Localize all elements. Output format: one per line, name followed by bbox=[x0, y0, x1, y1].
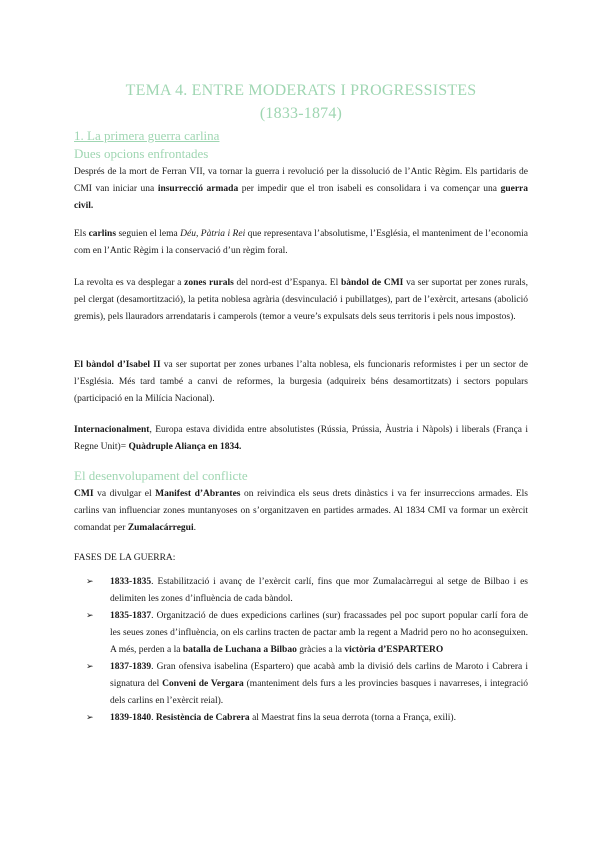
fase-text: . Estabilització i avanç de l’exèrcit carlí, fins que mor Zumalacàrregui al setge de Bilbao i es delimiten les zones d’influència de cada bàndol. bbox=[110, 577, 528, 604]
fases-heading: FASES DE LA GUERRA: bbox=[74, 553, 176, 563]
p5-bold-aliança: Quàdruple Aliança en 1834. bbox=[128, 442, 242, 452]
p4-text-a: va ser suportat per zones urbanes l’alta noblesa, els funcionaris reformistes i per un sector de l’Església. Més tard també a canvi de reformes, la burgesia (adquireix béns desamortitzats) i sectors populars (participació en la Milícia Nacional). bbox=[74, 360, 529, 404]
paragraph-2 bbox=[74, 226, 528, 260]
fase-bold-batalla: batalla de Luchana a Bilbao bbox=[182, 645, 297, 655]
p2-text-c: seguien el lema bbox=[116, 229, 181, 239]
p2-text-d: que representava l’absolutisme, l’Església, el manteniment de l’economia com en l’Antic Règim i la conservació d’un règim foral. bbox=[74, 229, 529, 256]
fases-list bbox=[74, 574, 528, 727]
fase-years: 1837-1839 bbox=[110, 662, 152, 672]
p3-bold-zones: zones rurals bbox=[184, 278, 234, 288]
subheading-desenvolupament: El desenvolupament del conflicte bbox=[74, 468, 248, 483]
document-title: TEMA 4. ENTRE MODERATS I PROGRESSISTES bbox=[125, 82, 477, 99]
section-heading-1: 1. La primera guerra carlina bbox=[74, 128, 220, 143]
paragraph-4 bbox=[74, 357, 528, 408]
p6-bold-cmi: CMI bbox=[74, 489, 94, 499]
list-item bbox=[74, 710, 528, 727]
p6-text-c: on reivindica els seus drets dinàstics i va fer insurreccions armades. Els carlins van influenciar zones muntanyoses on s’organitzaven en partides armades. Al 1834 CMI va formar un exèrcit comandat per bbox=[74, 489, 528, 533]
p1-bold-guerra: guerra civil. bbox=[74, 184, 528, 211]
fase-bold-conveni: Conveni de Vergara bbox=[162, 679, 244, 689]
document-title-dates: (1833-1874) bbox=[259, 105, 343, 122]
p2-italic-lema: Déu, Pàtria i Rei bbox=[180, 229, 246, 239]
paragraph-1 bbox=[74, 164, 528, 215]
fase-bold-resistencia: Resistència de Cabrera bbox=[155, 713, 250, 723]
p3-text-d: va ser suportat per zones rurals, pel clergat (desamortització), la petita noblesa agrària (desvinculació i pubillatges), part de l’exèrcit, artesans (abolició gremis), pels llauradors arrendataris i camperols (temor a veure’s expulsats dels seus territoris i pels nous impostos). bbox=[74, 278, 528, 322]
fase-text-2: gràcies a la bbox=[296, 645, 345, 655]
p2-text-a: Els bbox=[74, 229, 89, 239]
paragraph-3 bbox=[74, 275, 528, 326]
list-item bbox=[74, 574, 528, 608]
fase-bold-victoria: victòria d’ESPARTERO bbox=[344, 645, 444, 655]
fase-text-2: al Maestrat fins la seua derrota (torna a França, exili). bbox=[249, 713, 456, 723]
p4-bold-isabel: El bàndol d’Isabel II bbox=[74, 360, 161, 370]
arrow-bullet-icon: ➢ bbox=[86, 662, 94, 672]
p3-text-a: La revolta es va desplegar a bbox=[74, 278, 185, 288]
p5-text-a: , Europa estava dividida entre absolutistes (Rússia, Prússia, Àustria i Nàpols) i liberals (França i Regne Unit)= bbox=[74, 425, 528, 452]
p6-bold-zumalacarregui: Zumalacárregui bbox=[127, 523, 194, 533]
fase-text-2: (manteniment dels furs a les provincies basques i navarreses, i integració dels carlins en l’exèrcit reial). bbox=[110, 679, 529, 706]
paragraph-6 bbox=[74, 486, 528, 537]
fase-text: . bbox=[151, 713, 156, 723]
p3-bold-bandol: bàndol de CMI bbox=[340, 278, 404, 288]
paragraph-5 bbox=[74, 422, 528, 456]
list-item bbox=[74, 608, 528, 659]
fase-years: 1835-1837 bbox=[110, 611, 152, 621]
fase-text: . Gran ofensiva isabelina (Espartero) que acabà amb la divisió dels carlins de Maroto i Cabrera i signatura del bbox=[110, 662, 528, 689]
p6-text-d: . bbox=[193, 523, 196, 533]
p1-text-c: per impedir que el tron isabeli es consolidara i va començar una bbox=[238, 184, 501, 194]
subheading-dues-opcions: Dues opcions enfrontades bbox=[74, 146, 209, 161]
arrow-bullet-icon: ➢ bbox=[86, 713, 94, 723]
p1-bold-insurreccio: insurrecció armada bbox=[157, 184, 239, 194]
p6-bold-manifest: Manifest d’Abrantes bbox=[155, 489, 241, 499]
fase-years: 1833-1835 bbox=[110, 577, 152, 587]
fase-years: 1839-1840 bbox=[110, 713, 152, 723]
p6-text-a: va divulgar el bbox=[93, 489, 156, 499]
fase-text: . Organització de dues expedicions carlines (sur) fracassades pel poc suport popular carlí fora de les seues zones d’influència, on els carlins tracten de pactar amb la regent a Madrid pero no ho aconseguixen. A més, perden a la bbox=[110, 611, 528, 655]
p1-text-a: Després de la mort de Ferran VII, va tornar la guerra i revolució per la dissolució de l’Antic Règim. Els partidaris de CMI van iniciar una bbox=[74, 167, 528, 194]
arrow-bullet-icon: ➢ bbox=[86, 611, 94, 621]
arrow-bullet-icon: ➢ bbox=[86, 577, 94, 587]
p2-bold-carlins: carlins bbox=[88, 229, 117, 239]
p3-text-c: del nord-est d’Espanya. El bbox=[233, 278, 341, 288]
p5-bold-internacionalment: Internacionalment bbox=[74, 425, 150, 435]
list-item bbox=[74, 659, 528, 710]
